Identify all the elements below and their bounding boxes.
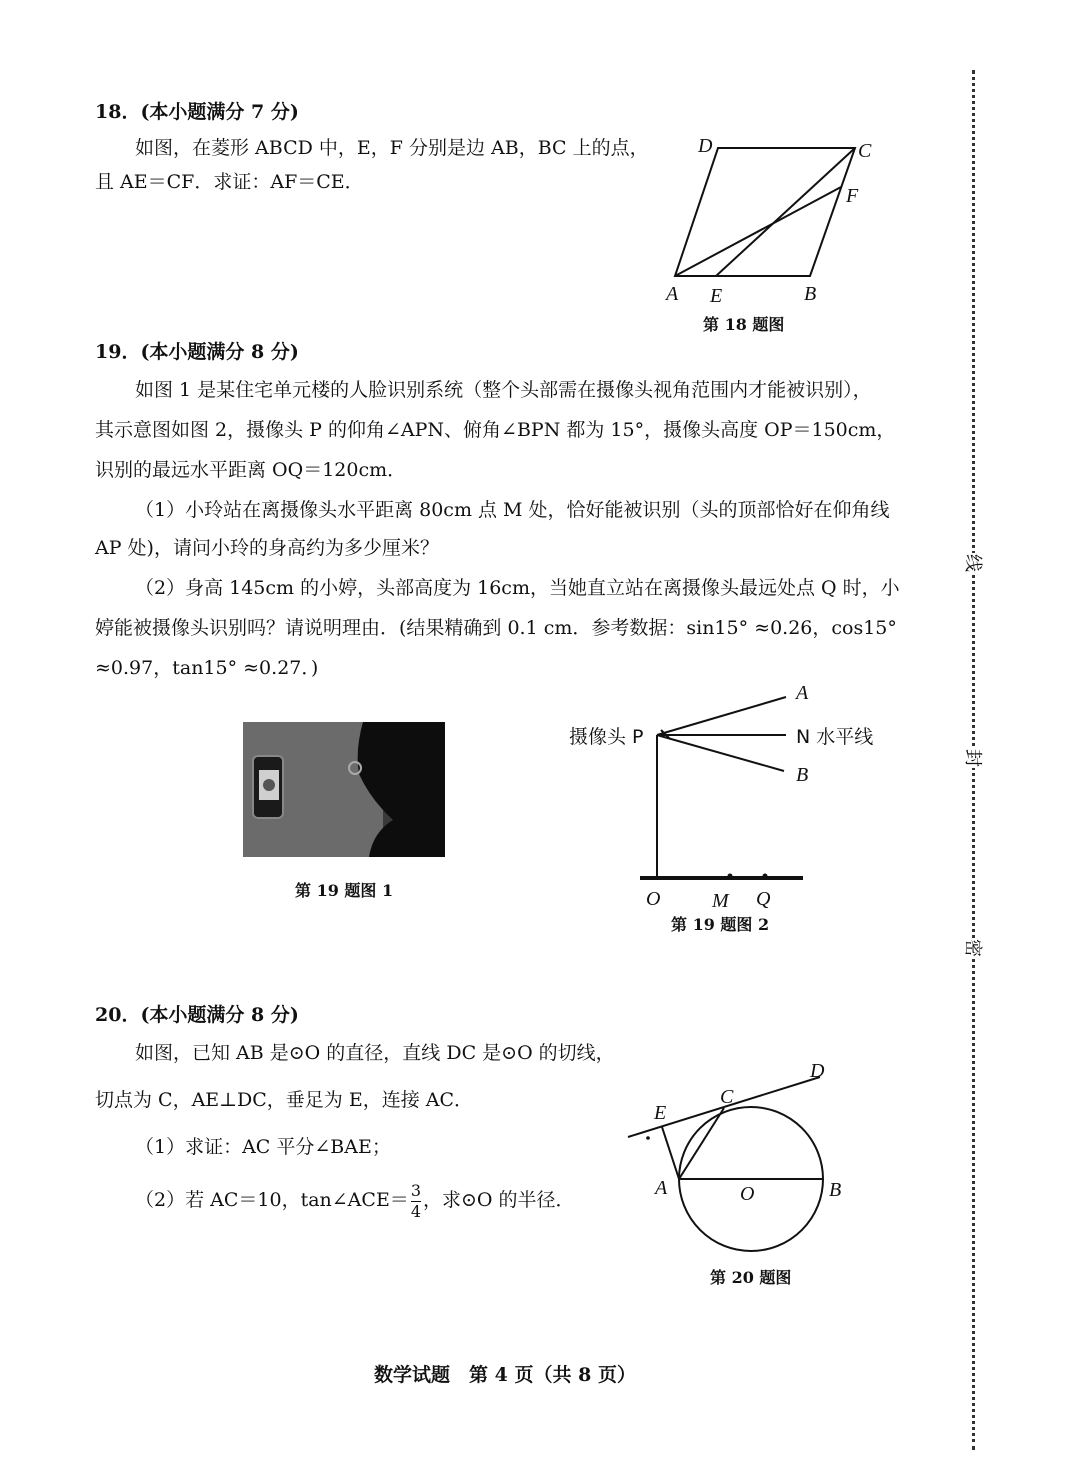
label-n-horizontal: N 水平线 xyxy=(796,726,874,748)
q20-header: 20．(本小题满分 8 分) xyxy=(95,1004,299,1026)
label-d: D xyxy=(698,135,713,157)
q19-intro-line3: 识别的最远水平距离 OQ＝120cm． xyxy=(95,459,407,481)
label-b: B xyxy=(829,1179,842,1201)
binding-char-feng: 封 xyxy=(961,748,987,768)
q18-rhombus-figure xyxy=(660,130,900,310)
binding-char-xian: 线 xyxy=(961,553,987,573)
label-e: E xyxy=(710,285,723,307)
ray-pb xyxy=(657,735,784,771)
q19-part1-line1: （1）小玲站在离摄像头水平距离 80cm 点 M 处，恰好能被识别（头的顶部恰好在仰角线 xyxy=(135,499,890,521)
label-m: M xyxy=(712,890,729,912)
label-e: E xyxy=(654,1102,667,1124)
q18-line2: 且 AE＝CF．求证：AF＝CE． xyxy=(95,171,364,193)
label-a: A xyxy=(796,682,809,704)
q19-header: 19．(本小题满分 8 分) xyxy=(95,341,299,363)
q18-caption: 第 18 题图 xyxy=(703,315,785,334)
face-recognition-photo xyxy=(243,722,445,857)
q19-part1-line2: AP 处)，请问小玲的身高约为多少厘米？ xyxy=(95,537,439,559)
segment-ae xyxy=(662,1127,679,1179)
q19-camera-diagram xyxy=(560,675,874,912)
label-o: O xyxy=(740,1183,755,1205)
segment-ce xyxy=(716,148,855,276)
q19-intro-line1: 如图 1 是某住宅单元楼的人脸识别系统（整个头部需在摄像头视角范围内才能被识别）， xyxy=(135,379,872,401)
q19-part2-line1: （2）身高 145cm 的小婷，头部高度为 16cm，当她直立站在离摄像头最远处点 Q 时，小 xyxy=(135,577,900,599)
q20-part2 xyxy=(135,1180,655,1222)
label-f: F xyxy=(846,185,859,207)
fraction-denominator: 4 xyxy=(410,1201,421,1221)
q19-fig1-caption: 第 19 题图 1 xyxy=(295,881,394,900)
label-b: B xyxy=(804,283,817,305)
label-o: O xyxy=(646,888,661,910)
q20-line2: 切点为 C，AE⊥DC，垂足为 E，连接 AC． xyxy=(95,1089,474,1111)
q19-part2-line2: 婷能被摄像头识别吗？请说明理由．(结果精确到 0.1 cm．参考数据：sin15° ≈0.26，cos15° xyxy=(95,617,897,639)
q20-caption: 第 20 题图 xyxy=(710,1268,792,1287)
point-q-mark xyxy=(763,874,768,879)
fraction-three-quarters xyxy=(411,1181,421,1222)
q20-circle-figure xyxy=(620,1055,870,1265)
label-c: C xyxy=(720,1086,734,1108)
q19-part2-line3: ≈0.97，tan15° ≈0.27．) xyxy=(95,657,319,679)
ray-pa xyxy=(657,697,786,735)
fraction-numerator: 3 xyxy=(410,1180,421,1200)
q20-part2-post: ，求⊙O 的半径． xyxy=(423,1189,575,1211)
q19-fig2-caption: 第 19 题图 2 xyxy=(671,915,770,934)
binding-char-mi: 密 xyxy=(961,938,987,958)
label-b: B xyxy=(796,764,809,786)
rhombus-abcd xyxy=(675,148,855,276)
q20-line1: 如图，已知 AB 是⊙O 的直径，直线 DC 是⊙O 的切线， xyxy=(135,1042,615,1064)
q20-part2-pre: （2）若 AC＝10，tan∠ACE＝ xyxy=(135,1189,409,1211)
q20-part1: （1）求证：AC 平分∠BAE； xyxy=(135,1136,391,1158)
label-q: Q xyxy=(756,888,771,910)
q18-header: 18．(本小题满分 7 分) xyxy=(95,101,299,123)
label-c: C xyxy=(858,140,872,162)
page-footer: 数学试题 第 4 页（共 8 页） xyxy=(374,1364,636,1386)
label-camera-p: 摄像头 P xyxy=(569,726,644,748)
label-a: A xyxy=(655,1177,668,1199)
q19-intro-line2: 其示意图如图 2，摄像头 P 的仰角∠APN、俯角∠BPN 都为 15°，摄像头高度 OP＝150cm， xyxy=(95,419,896,441)
q18-line1: 如图，在菱形 ABCD 中，E，F 分别是边 AB，BC 上的点， xyxy=(135,137,649,159)
point-m-mark xyxy=(728,874,733,879)
label-d: D xyxy=(810,1060,825,1082)
label-a: A xyxy=(666,283,679,305)
